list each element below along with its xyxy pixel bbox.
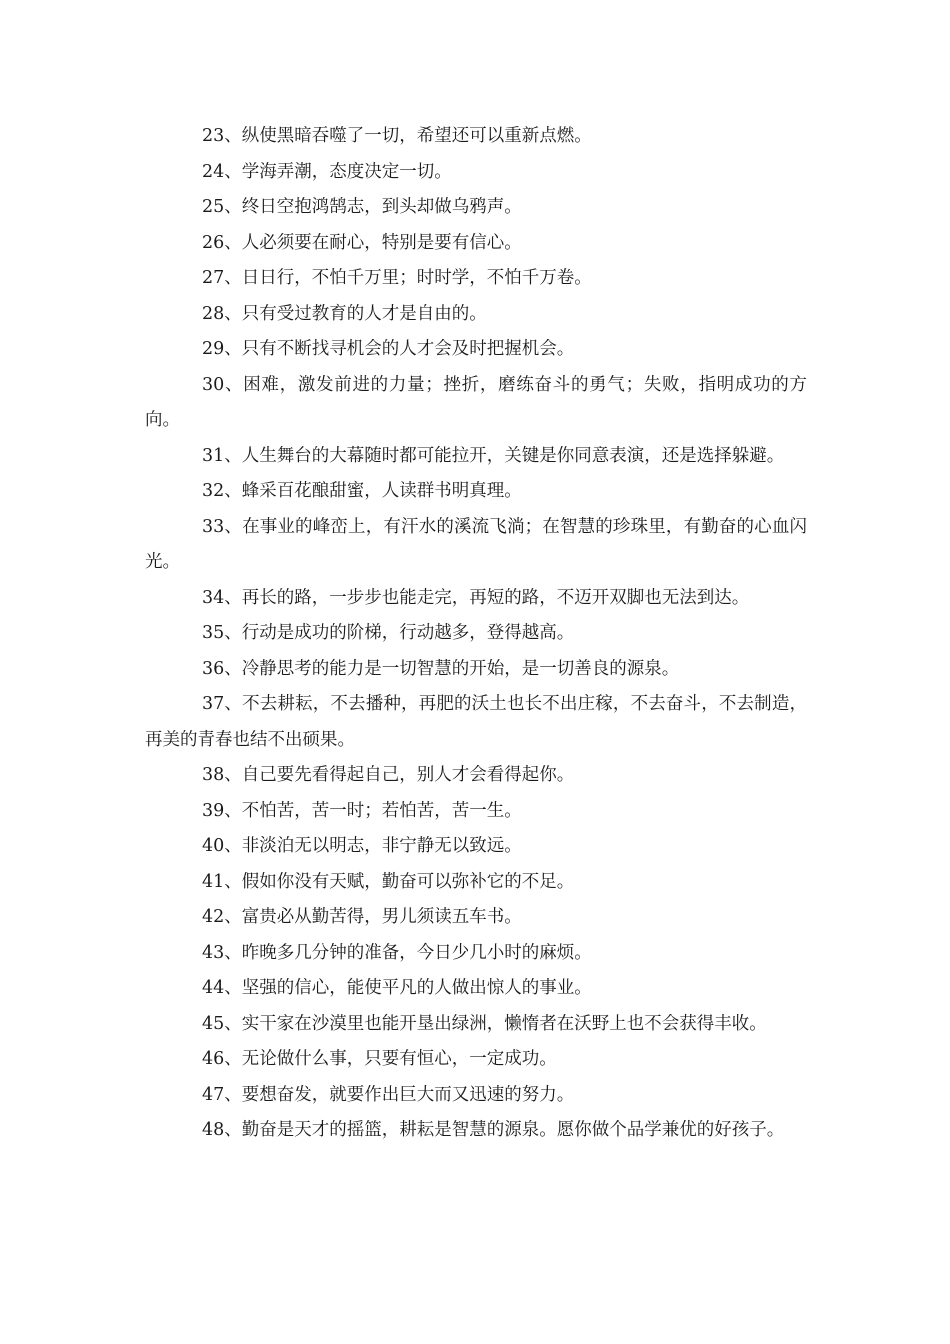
paragraph-28: 28、只有受过教育的人才是自由的。 — [202, 303, 487, 324]
paragraph-41: 41、假如你没有天赋，勤奋可以弥补它的不足。 — [202, 871, 575, 892]
paragraph-38: 38、自己要先看得起自己，别人才会看得起你。 — [202, 765, 575, 785]
paragraph-36: 36、冷静思考的能力是一切智慧的开始，是一切善良的源泉。 — [202, 658, 680, 679]
paragraph-44: 44、坚强的信心，能使平凡的人做出惊人的事业。 — [202, 978, 592, 998]
paragraph-29: 29、只有不断找寻机会的人才会及时把握机会。 — [202, 339, 575, 359]
paragraph-30: 30、困难，激发前进的力量；挫折，磨练奋斗的勇气；失败，指明成功的方向。 — [145, 374, 807, 430]
paragraph-48: 48、勤奋是天才的摇篮，耕耘是智慧的源泉。愿你做个品学兼优的好孩子。 — [202, 1120, 785, 1140]
paragraph-43: 43、昨晚多几分钟的准备，今日少几小时的麻烦。 — [202, 942, 592, 963]
paragraph-45: 45、实干家在沙漠里也能开垦出绿洲，懒惰者在沃野上也不会获得丰收。 — [202, 1013, 767, 1034]
paragraph-40: 40、非淡泊无以明志，非宁静无以致远。 — [202, 836, 522, 856]
paragraph-26: 26、人必须要在耐心，特别是要有信心。 — [202, 232, 522, 253]
paragraph-37: 37、不去耕耘，不去播种，再肥的沃土也长不出庄稼，不去奋斗，不去制造，再美的青春也结不出硕果。 — [145, 694, 807, 750]
paragraph-47: 47、要想奋发，就要作出巨大而又迅速的努力。 — [202, 1084, 575, 1105]
paragraph-34: 34、再长的路，一步步也能走完，再短的路，不迈开双脚也无法到达。 — [202, 587, 750, 608]
paragraph-31: 31、人生舞台的大幕随时都可能拉开，关键是你同意表演，还是选择躲避。 — [202, 445, 785, 466]
paragraph-42: 42、富贵必从勤苦得，男儿须读五车书。 — [202, 907, 522, 927]
paragraph-25: 25、终日空抱鸿鹄志，到头却做乌鸦声。 — [202, 197, 522, 217]
paragraph-32: 32、蜂采百花酿甜蜜，人读群书明真理。 — [202, 481, 522, 501]
paragraph-35: 35、行动是成功的阶梯，行动越多，登得越高。 — [202, 623, 575, 643]
paragraph-39: 39、不怕苦，苦一时；若怕苦，苦一生。 — [202, 800, 522, 821]
paragraph-24: 24、学海弄潮，态度决定一切。 — [202, 161, 452, 182]
paragraph-46: 46、无论做什么事，只要有恒心，一定成功。 — [202, 1049, 557, 1069]
paragraph-33: 33、在事业的峰峦上，有汗水的溪流飞淌；在智慧的珍珠里，有勤奋的心血闪光。 — [145, 516, 807, 572]
document-body — [145, 119, 807, 1149]
paragraph-27: 27、日日行，不怕千万里；时时学，不怕千万卷。 — [202, 268, 592, 288]
paragraph-23: 23、纵使黑暗吞噬了一切，希望还可以重新点燃。 — [202, 126, 592, 146]
